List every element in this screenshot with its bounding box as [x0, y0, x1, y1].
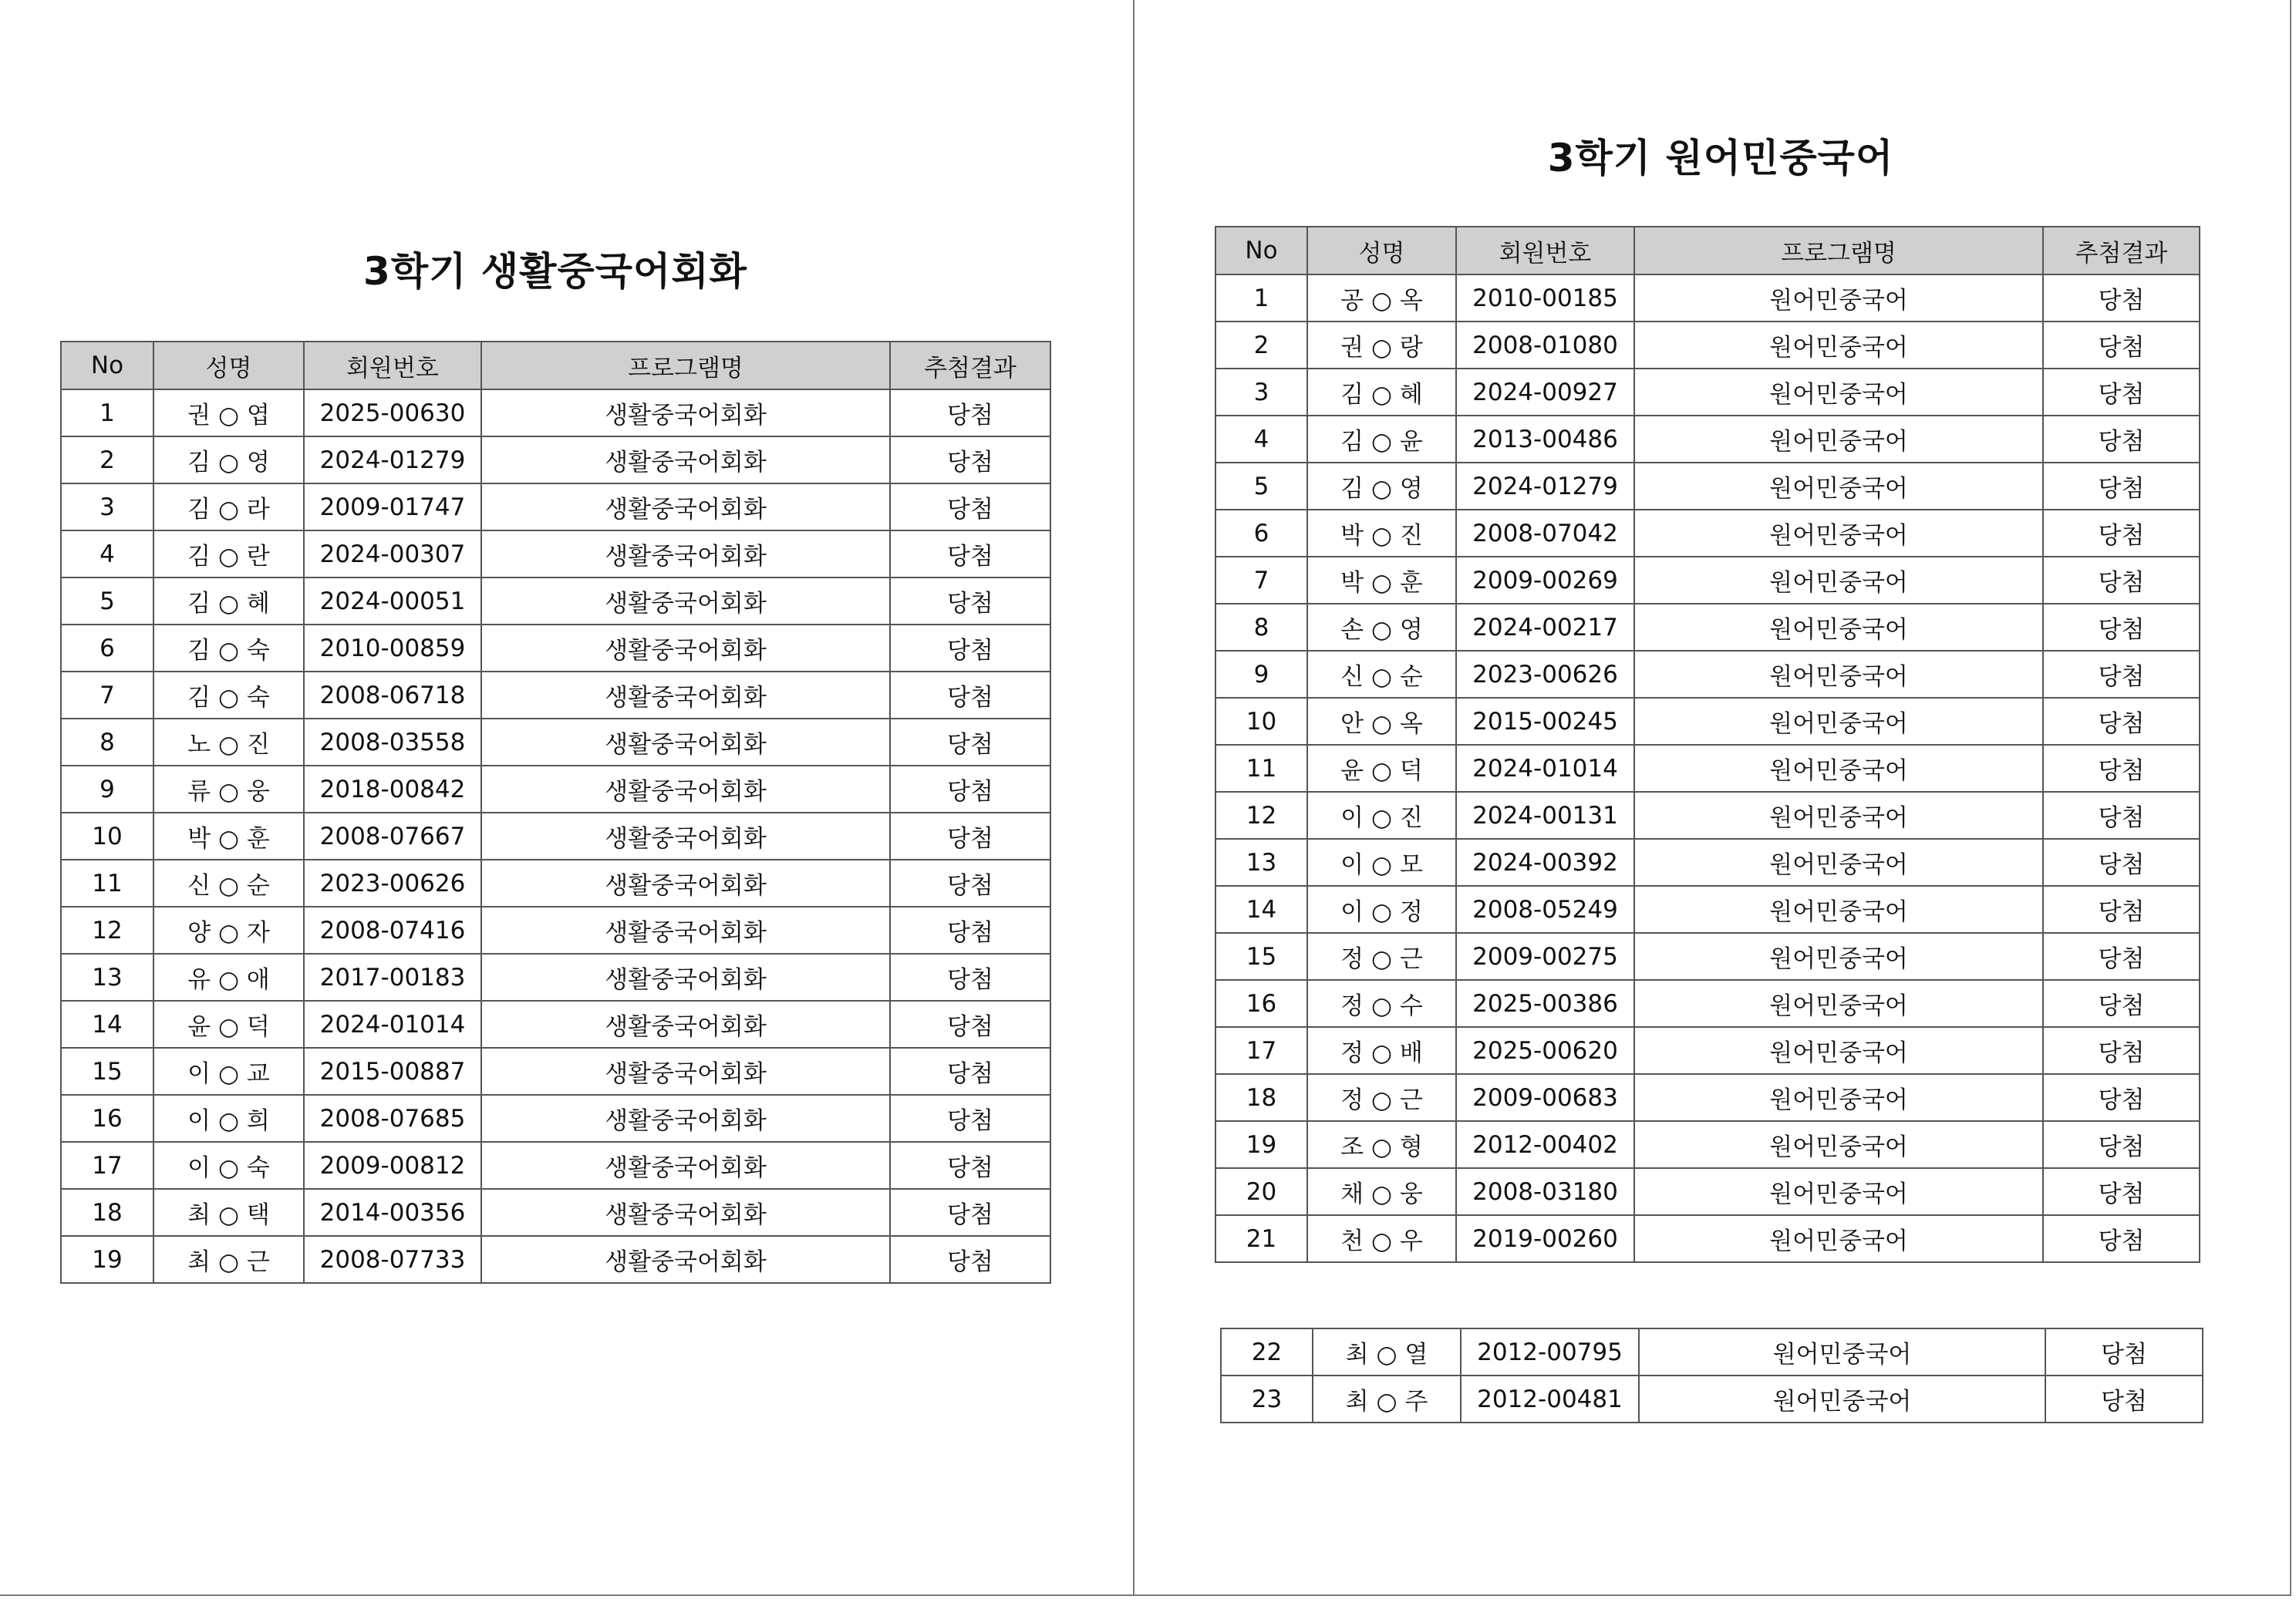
name-cell: 정 ○ 수	[1307, 980, 1456, 1027]
result-cell: 당첨	[2043, 274, 2200, 322]
table-row	[61, 1236, 1050, 1283]
header-no: No	[1215, 227, 1307, 274]
table-row	[1215, 839, 2200, 886]
member-number-cell: 2024-00131	[1456, 792, 1634, 839]
member-number-cell: 2024-00392	[1456, 839, 1634, 886]
name-cell: 김 ○ 영	[1307, 463, 1456, 510]
result-cell: 당첨	[890, 1001, 1050, 1048]
table-row	[1215, 510, 2200, 557]
program-name-cell: 원어민중국어	[1634, 698, 2043, 745]
table-row	[61, 1142, 1050, 1189]
result-cell: 당첨	[2043, 980, 2200, 1027]
table-row	[61, 766, 1050, 813]
name-cell: 박 ○ 훈	[1307, 557, 1456, 604]
member-number-cell: 2012-00795	[1461, 1328, 1639, 1376]
member-number-cell: 2023-00626	[1456, 651, 1634, 698]
name-cell: 박 ○ 훈	[153, 813, 304, 860]
name-cell: 김 ○ 라	[153, 483, 304, 530]
table-row	[61, 907, 1050, 954]
program-name-cell: 원어민중국어	[1634, 745, 2043, 792]
header-member-number: 회원번호	[304, 342, 481, 389]
table-row	[1215, 651, 2200, 698]
member-number-cell: 2010-00185	[1456, 274, 1634, 322]
table-row	[61, 1189, 1050, 1236]
result-cell: 당첨	[890, 1048, 1050, 1095]
name-cell: 천 ○ 우	[1307, 1215, 1456, 1262]
header-row	[1215, 227, 2200, 274]
program-name-cell: 원어민중국어	[1634, 604, 2043, 651]
program-name-cell: 원어민중국어	[1634, 463, 2043, 510]
member-number-cell: 2008-01080	[1456, 322, 1634, 369]
result-cell: 당첨	[2043, 510, 2200, 557]
no-cell: 10	[61, 813, 153, 860]
member-number-cell: 2015-00245	[1456, 698, 1634, 745]
name-cell: 김 ○ 윤	[1307, 416, 1456, 463]
table-row	[1215, 1027, 2200, 1074]
program-name-cell: 생활중국어회화	[481, 860, 890, 907]
no-cell: 16	[61, 1095, 153, 1142]
member-number-cell: 2010-00859	[304, 625, 481, 672]
table-row	[61, 436, 1050, 483]
result-cell: 당첨	[2043, 886, 2200, 933]
program-name-cell: 생활중국어회화	[481, 625, 890, 672]
table-row	[1215, 1074, 2200, 1121]
program-name-cell: 생활중국어회화	[481, 719, 890, 766]
program-name-cell: 원어민중국어	[1634, 322, 2043, 369]
table-row	[1215, 463, 2200, 510]
table-row	[1215, 1215, 2200, 1262]
result-cell: 당첨	[890, 436, 1050, 483]
name-cell: 신 ○ 순	[153, 860, 304, 907]
result-cell: 당첨	[2043, 557, 2200, 604]
table-row	[1215, 792, 2200, 839]
table-body	[1221, 1328, 2203, 1423]
no-cell: 18	[1215, 1074, 1307, 1121]
name-cell: 윤 ○ 덕	[1307, 745, 1456, 792]
name-cell: 손 ○ 영	[1307, 604, 1456, 651]
table-row	[1215, 1121, 2200, 1168]
member-number-cell: 2008-07685	[304, 1095, 481, 1142]
member-number-cell: 2024-01279	[1456, 463, 1634, 510]
program-name-cell: 원어민중국어	[1634, 651, 2043, 698]
table-row	[1215, 369, 2200, 416]
name-cell: 정 ○ 배	[1307, 1027, 1456, 1074]
member-number-cell: 2017-00183	[304, 954, 481, 1001]
member-number-cell: 2014-00356	[304, 1189, 481, 1236]
result-cell: 당첨	[890, 907, 1050, 954]
program-name-cell: 원어민중국어	[1634, 980, 2043, 1027]
result-cell: 당첨	[890, 1095, 1050, 1142]
name-cell: 김 ○ 혜	[1307, 369, 1456, 416]
member-number-cell: 2009-00683	[1456, 1074, 1634, 1121]
program-name-cell: 원어민중국어	[1634, 416, 2043, 463]
name-cell: 양 ○ 자	[153, 907, 304, 954]
no-cell: 13	[1215, 839, 1307, 886]
name-cell: 이 ○ 숙	[153, 1142, 304, 1189]
name-cell: 김 ○ 영	[153, 436, 304, 483]
table-row	[61, 389, 1050, 436]
header-no: No	[61, 342, 153, 389]
program-name-cell: 원어민중국어	[1634, 1121, 2043, 1168]
program-name-cell: 생활중국어회화	[481, 1236, 890, 1283]
name-cell: 정 ○ 근	[1307, 933, 1456, 980]
result-cell: 당첨	[2043, 651, 2200, 698]
program-name-cell: 생활중국어회화	[481, 954, 890, 1001]
program-name-cell: 생활중국어회화	[481, 389, 890, 436]
header-program-name: 프로그램명	[1634, 227, 2043, 274]
no-cell: 16	[1215, 980, 1307, 1027]
header-result: 추첨결과	[890, 342, 1050, 389]
result-cell: 당첨	[2043, 416, 2200, 463]
no-cell: 18	[61, 1189, 153, 1236]
name-cell: 이 ○ 희	[153, 1095, 304, 1142]
table-row	[61, 672, 1050, 719]
no-cell: 11	[1215, 745, 1307, 792]
table-row	[61, 719, 1050, 766]
program-name-cell: 생활중국어회화	[481, 672, 890, 719]
member-number-cell: 2013-00486	[1456, 416, 1634, 463]
table-row	[61, 483, 1050, 530]
no-cell: 3	[61, 483, 153, 530]
header-name: 성명	[153, 342, 304, 389]
result-cell: 당첨	[2043, 1074, 2200, 1121]
name-cell: 공 ○ 옥	[1307, 274, 1456, 322]
table-row	[1215, 274, 2200, 322]
result-cell: 당첨	[890, 860, 1050, 907]
result-cell: 당첨	[2043, 792, 2200, 839]
result-cell: 당첨	[890, 672, 1050, 719]
member-number-cell: 2009-00269	[1456, 557, 1634, 604]
name-cell: 신 ○ 순	[1307, 651, 1456, 698]
name-cell: 노 ○ 진	[153, 719, 304, 766]
table-row	[1215, 698, 2200, 745]
result-cell: 당첨	[890, 483, 1050, 530]
result-cell: 당첨	[2043, 1027, 2200, 1074]
program-name-cell: 원어민중국어	[1634, 369, 2043, 416]
name-cell: 김 ○ 숙	[153, 625, 304, 672]
table-row	[61, 954, 1050, 1001]
name-cell: 최 ○ 주	[1313, 1376, 1461, 1423]
member-number-cell: 2008-05249	[1456, 886, 1634, 933]
program-name-cell: 원어민중국어	[1634, 839, 2043, 886]
no-cell: 6	[61, 625, 153, 672]
no-cell: 15	[1215, 933, 1307, 980]
no-cell: 19	[61, 1236, 153, 1283]
no-cell: 17	[1215, 1027, 1307, 1074]
result-cell: 당첨	[2043, 1168, 2200, 1215]
result-cell: 당첨	[890, 813, 1050, 860]
result-cell: 당첨	[890, 625, 1050, 672]
result-cell: 당첨	[890, 1189, 1050, 1236]
name-cell: 이 ○ 모	[1307, 839, 1456, 886]
name-cell: 조 ○ 형	[1307, 1121, 1456, 1168]
table-row	[61, 1048, 1050, 1095]
name-cell: 권 ○ 엽	[153, 389, 304, 436]
name-cell: 정 ○ 근	[1307, 1074, 1456, 1121]
member-number-cell: 2024-00307	[304, 530, 481, 577]
name-cell: 김 ○ 혜	[153, 577, 304, 625]
no-cell: 3	[1215, 369, 1307, 416]
table-row	[61, 1001, 1050, 1048]
result-cell: 당첨	[2043, 1215, 2200, 1262]
no-cell: 13	[61, 954, 153, 1001]
member-number-cell: 2024-00927	[1456, 369, 1634, 416]
name-cell: 안 ○ 옥	[1307, 698, 1456, 745]
name-cell: 유 ○ 애	[153, 954, 304, 1001]
header-name: 성명	[1307, 227, 1456, 274]
table-row	[61, 813, 1050, 860]
member-number-cell: 2012-00481	[1461, 1376, 1639, 1423]
program-name-cell: 원어민중국어	[1634, 933, 2043, 980]
program-name-cell: 원어민중국어	[1634, 1168, 2043, 1215]
program-name-cell: 원어민중국어	[1634, 557, 2043, 604]
table-row	[61, 625, 1050, 672]
member-number-cell: 2008-03558	[304, 719, 481, 766]
program-name-cell: 생활중국어회화	[481, 483, 890, 530]
no-cell: 6	[1215, 510, 1307, 557]
result-cell: 당첨	[890, 1142, 1050, 1189]
name-cell: 윤 ○ 덕	[153, 1001, 304, 1048]
no-cell: 11	[61, 860, 153, 907]
name-cell: 최 ○ 근	[153, 1236, 304, 1283]
table-row	[61, 1095, 1050, 1142]
member-number-cell: 2009-00275	[1456, 933, 1634, 980]
table-row	[1221, 1376, 2203, 1423]
table-row	[1215, 886, 2200, 933]
no-cell: 2	[61, 436, 153, 483]
result-cell: 당첨	[2043, 1121, 2200, 1168]
program-name-cell: 생활중국어회화	[481, 1048, 890, 1095]
name-cell: 김 ○ 란	[153, 530, 304, 577]
member-number-cell: 2024-01014	[304, 1001, 481, 1048]
member-number-cell: 2024-01014	[1456, 745, 1634, 792]
no-cell: 5	[1215, 463, 1307, 510]
page-title: 3학기 생활중국어회화	[363, 249, 747, 294]
program-name-cell: 생활중국어회화	[481, 530, 890, 577]
page-title: 3학기 원어민중국어	[1547, 136, 1894, 180]
program-name-cell: 생활중국어회화	[481, 1001, 890, 1048]
no-cell: 10	[1215, 698, 1307, 745]
program-name-cell: 생활중국어회화	[481, 766, 890, 813]
name-cell: 최 ○ 열	[1313, 1328, 1461, 1376]
result-cell: 당첨	[890, 1236, 1050, 1283]
member-number-cell: 2015-00887	[304, 1048, 481, 1095]
table-row	[1221, 1328, 2203, 1376]
no-cell: 7	[61, 672, 153, 719]
program-name-cell: 생활중국어회화	[481, 907, 890, 954]
header-member-number: 회원번호	[1456, 227, 1634, 274]
right-page	[1133, 0, 2291, 1596]
table-body	[61, 389, 1050, 1283]
no-cell: 1	[61, 389, 153, 436]
member-number-cell: 2009-01747	[304, 483, 481, 530]
lottery-table-continued	[1220, 1328, 2203, 1423]
member-number-cell: 2008-07733	[304, 1236, 481, 1283]
no-cell: 9	[1215, 651, 1307, 698]
table-body	[1215, 274, 2200, 1262]
member-number-cell: 2008-06718	[304, 672, 481, 719]
table-row	[61, 577, 1050, 625]
program-name-cell: 생활중국어회화	[481, 1189, 890, 1236]
table-row	[1215, 604, 2200, 651]
no-cell: 23	[1221, 1376, 1313, 1423]
result-cell: 당첨	[2043, 369, 2200, 416]
name-cell: 이 ○ 정	[1307, 886, 1456, 933]
program-name-cell: 생활중국어회화	[481, 1142, 890, 1189]
member-number-cell: 2008-07667	[304, 813, 481, 860]
result-cell: 당첨	[2045, 1328, 2203, 1376]
lottery-table	[1215, 226, 2200, 1263]
no-cell: 8	[1215, 604, 1307, 651]
table-row	[1215, 1168, 2200, 1215]
result-cell: 당첨	[890, 577, 1050, 625]
table-row	[1215, 322, 2200, 369]
program-name-cell: 원어민중국어	[1634, 510, 2043, 557]
result-cell: 당첨	[2043, 322, 2200, 369]
no-cell: 12	[61, 907, 153, 954]
program-name-cell: 원어민중국어	[1634, 1074, 2043, 1121]
table-row	[61, 860, 1050, 907]
result-cell: 당첨	[890, 954, 1050, 1001]
name-cell: 김 ○ 숙	[153, 672, 304, 719]
member-number-cell: 2009-00812	[304, 1142, 481, 1189]
name-cell: 권 ○ 랑	[1307, 322, 1456, 369]
name-cell: 이 ○ 교	[153, 1048, 304, 1095]
result-cell: 당첨	[2045, 1376, 2203, 1423]
no-cell: 4	[61, 530, 153, 577]
table-row	[61, 530, 1050, 577]
program-name-cell: 생활중국어회화	[481, 577, 890, 625]
member-number-cell: 2008-07042	[1456, 510, 1634, 557]
member-number-cell: 2008-07416	[304, 907, 481, 954]
table-header	[1215, 227, 2200, 274]
result-cell: 당첨	[2043, 745, 2200, 792]
table-row	[1215, 745, 2200, 792]
no-cell: 21	[1215, 1215, 1307, 1262]
program-name-cell: 원어민중국어	[1639, 1328, 2045, 1376]
program-name-cell: 생활중국어회화	[481, 1095, 890, 1142]
table-row	[1215, 416, 2200, 463]
member-number-cell: 2025-00386	[1456, 980, 1634, 1027]
table-header	[61, 342, 1050, 389]
no-cell: 4	[1215, 416, 1307, 463]
member-number-cell: 2025-00630	[304, 389, 481, 436]
no-cell: 14	[61, 1001, 153, 1048]
no-cell: 19	[1215, 1121, 1307, 1168]
member-number-cell: 2024-00051	[304, 577, 481, 625]
no-cell: 15	[61, 1048, 153, 1095]
program-name-cell: 원어민중국어	[1639, 1376, 2045, 1423]
table-row	[1215, 980, 2200, 1027]
table-row	[1215, 933, 2200, 980]
no-cell: 20	[1215, 1168, 1307, 1215]
no-cell: 2	[1215, 322, 1307, 369]
result-cell: 당첨	[2043, 698, 2200, 745]
result-cell: 당첨	[890, 530, 1050, 577]
lottery-table	[60, 341, 1051, 1284]
name-cell: 류 ○ 웅	[153, 766, 304, 813]
no-cell: 8	[61, 719, 153, 766]
result-cell: 당첨	[2043, 463, 2200, 510]
member-number-cell: 2008-03180	[1456, 1168, 1634, 1215]
result-cell: 당첨	[2043, 604, 2200, 651]
member-number-cell: 2019-00260	[1456, 1215, 1634, 1262]
result-cell: 당첨	[2043, 933, 2200, 980]
member-number-cell: 2018-00842	[304, 766, 481, 813]
member-number-cell: 2012-00402	[1456, 1121, 1634, 1168]
program-name-cell: 생활중국어회화	[481, 436, 890, 483]
no-cell: 14	[1215, 886, 1307, 933]
no-cell: 1	[1215, 274, 1307, 322]
header-program-name: 프로그램명	[481, 342, 890, 389]
no-cell: 7	[1215, 557, 1307, 604]
result-cell: 당첨	[890, 389, 1050, 436]
header-result: 추첨결과	[2043, 227, 2200, 274]
no-cell: 22	[1221, 1328, 1313, 1376]
member-number-cell: 2024-00217	[1456, 604, 1634, 651]
header-row	[61, 342, 1050, 389]
name-cell: 박 ○ 진	[1307, 510, 1456, 557]
name-cell: 최 ○ 택	[153, 1189, 304, 1236]
result-cell: 당첨	[890, 766, 1050, 813]
member-number-cell: 2025-00620	[1456, 1027, 1634, 1074]
program-name-cell: 원어민중국어	[1634, 792, 2043, 839]
program-name-cell: 원어민중국어	[1634, 1215, 2043, 1262]
program-name-cell: 원어민중국어	[1634, 886, 2043, 933]
name-cell: 이 ○ 진	[1307, 792, 1456, 839]
no-cell: 17	[61, 1142, 153, 1189]
result-cell: 당첨	[890, 719, 1050, 766]
table-row	[1215, 557, 2200, 604]
no-cell: 12	[1215, 792, 1307, 839]
program-name-cell: 원어민중국어	[1634, 1027, 2043, 1074]
program-name-cell: 생활중국어회화	[481, 813, 890, 860]
left-page	[0, 0, 1133, 1596]
no-cell: 5	[61, 577, 153, 625]
program-name-cell: 원어민중국어	[1634, 274, 2043, 322]
member-number-cell: 2023-00626	[304, 860, 481, 907]
result-cell: 당첨	[2043, 839, 2200, 886]
member-number-cell: 2024-01279	[304, 436, 481, 483]
name-cell: 채 ○ 웅	[1307, 1168, 1456, 1215]
no-cell: 9	[61, 766, 153, 813]
